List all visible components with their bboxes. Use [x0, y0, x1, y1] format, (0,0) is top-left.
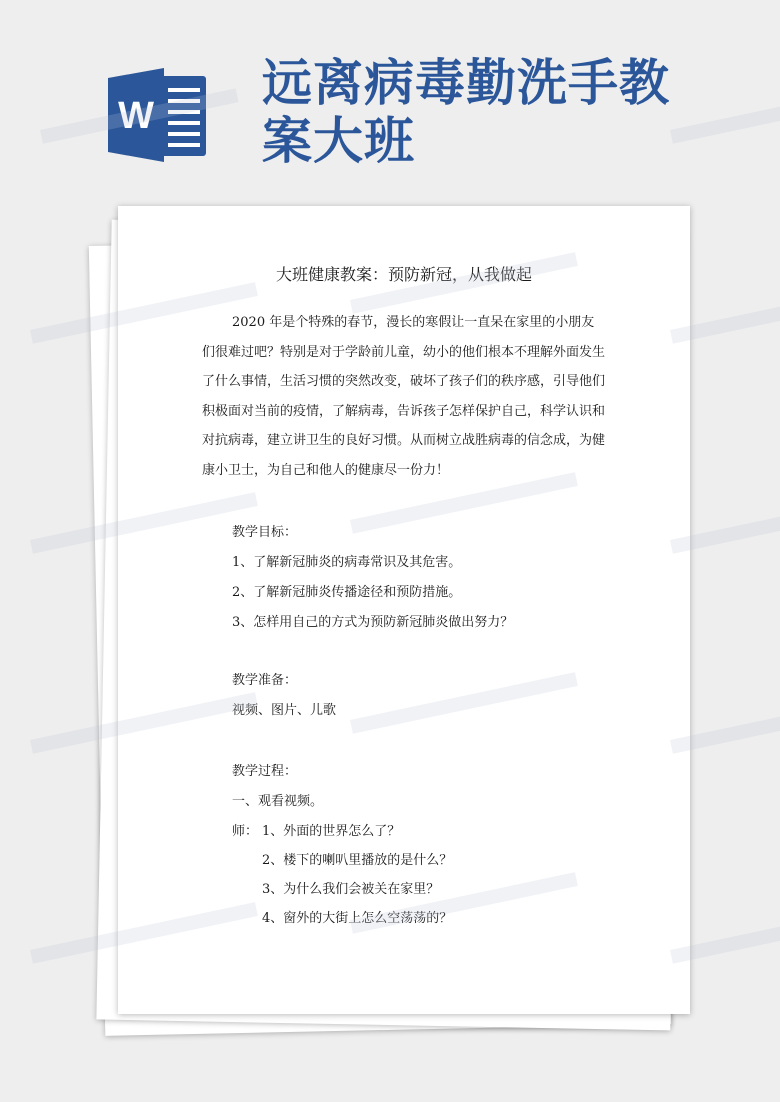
teacher-prefix: 师：	[232, 824, 259, 839]
goal-item: 2、了解新冠肺炎传播途径和预防措施。	[232, 585, 462, 600]
intro-line: 2020 年是个特殊的春节，漫长的寒假让一直呆在家里的小朋友	[232, 315, 595, 330]
intro-paragraph	[202, 308, 634, 485]
page-title-line-2: 案大班	[262, 112, 415, 170]
page-title-line-1: 远离病毒勤洗手教	[262, 54, 670, 112]
goals-label: 教学目标：	[232, 525, 298, 540]
question-item: 3、为什么我们会被关在家里？	[262, 882, 440, 897]
process-step: 一、观看视频。	[232, 794, 324, 809]
question-item: 4、窗外的大街上怎么空荡荡的？	[262, 911, 453, 926]
page-title	[262, 54, 762, 170]
goal-item: 1、了解新冠肺炎的病毒常识及其危害。	[232, 555, 462, 570]
prep-text: 视频、图片、儿歌	[232, 703, 337, 718]
prep-label: 教学准备：	[232, 673, 298, 688]
svg-text:W: W	[118, 95, 154, 137]
document-page	[118, 206, 690, 1014]
intro-line: 积极面对当前的疫情，了解病毒，告诉孩子怎样保护自己，科学认识和	[202, 403, 606, 419]
word-document-icon	[108, 68, 208, 162]
intro-line: 们很难过吧？特别是对于学龄前儿童，幼小的他们根本不理解外面发生	[202, 344, 606, 360]
intro-line: 对抗病毒，建立讲卫生的良好习惯。从而树立战胜病毒的信念成，为健	[202, 433, 606, 448]
goal-item: 3、怎样用自己的方式为预防新冠肺炎做出努力？	[232, 615, 514, 630]
question-item: 2、楼下的喇叭里播放的是什么？	[262, 853, 453, 868]
intro-line: 了什么事情，生活习惯的突然改变，破坏了孩子们的秩序感，引导他们	[202, 374, 606, 389]
process-label: 教学过程：	[232, 764, 298, 779]
intro-line: 康小卫士，为自己和他人的健康尽一份力！	[202, 462, 450, 478]
document-heading: 大班健康教案：预防新冠，从我做起	[275, 265, 532, 284]
question-item: 1、外面的世界怎么了？	[262, 824, 401, 839]
